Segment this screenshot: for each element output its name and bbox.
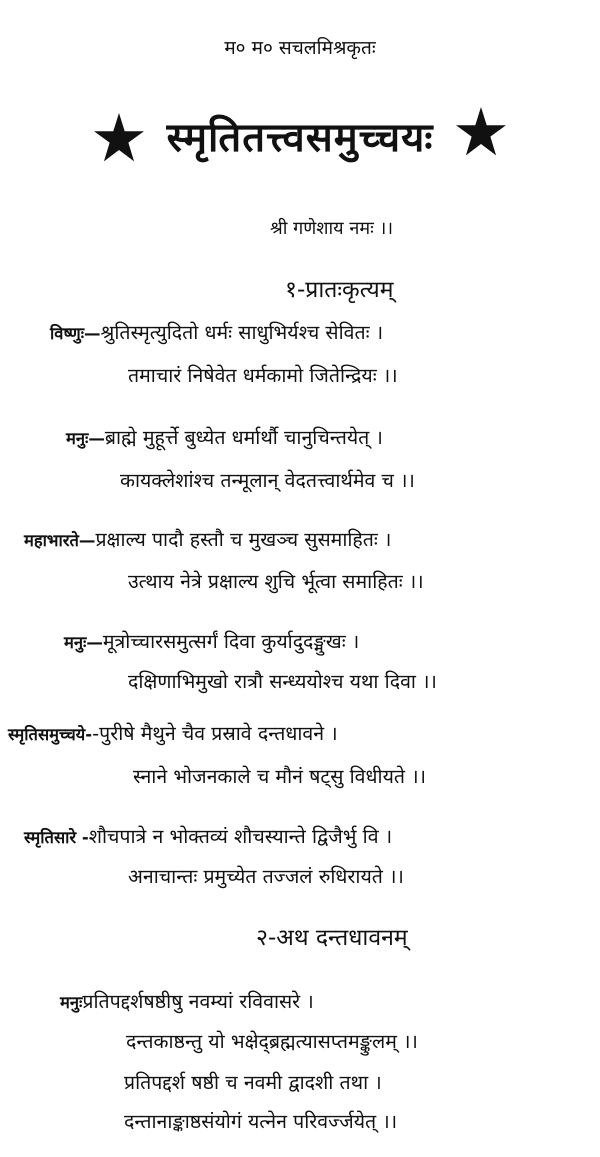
star-left-icon [93, 112, 145, 164]
verse-smritisamuchchaye [8, 719, 338, 746]
verse-line-2: स्नाने भोजनकाले च मौनं षट्सु विधीयते ।। [133, 765, 426, 788]
star-right-icon [455, 106, 507, 158]
section-heading-dantadhavanam: २-अथ दन्तधावनम् [256, 925, 408, 951]
verse-source: मनुः [60, 993, 83, 1012]
section-heading-pratahkrityam: १-प्रातःकृत्यम् [285, 277, 394, 303]
verse-mahabharata [24, 525, 391, 552]
verse-line-1: -पुरीषे मैथुने चैव प्रस्रावे दन्तधावने । [92, 722, 338, 745]
verse-manu-1 [66, 423, 383, 450]
verse-source: मनुः— [64, 633, 103, 652]
verse-line-1: श्रुतिस्मृत्युदितो धर्मः साधुभिर्यश्च सेवितः । [100, 321, 384, 344]
author-line: म० म० सचलमिश्रकृतः [224, 37, 376, 59]
verse-line-1: मूत्रोच्चारसमुत्सर्गं दिवा कुर्यादुदङ्मुखः । [102, 630, 360, 653]
verse-source: महाभारते— [24, 531, 96, 550]
verse-line-2: उत्थाय नेत्रे प्रक्षाल्य शुचि र्भूत्वा समाहितः ।। [128, 570, 424, 593]
title-row [0, 100, 600, 170]
verse-line-2: अनाचान्तः प्रमुच्येत तज्जलं रुधिरायते ।। [128, 865, 404, 888]
verse-line-2: दक्षिणाभिमुखो रात्रौ सन्ध्ययोश्च यथा दिवा ।। [128, 670, 437, 693]
verse-source: विष्णुः— [50, 324, 101, 343]
verse-line-1: ब्राह्मे मुहूर्त्ते बुध्येत धर्मार्थौ चानुचिन्तयेत् । [104, 426, 383, 449]
verse-manu-3 [60, 987, 314, 1014]
verse-vishnu [50, 318, 383, 345]
page-title: स्मृतितत्त्वसमुच्चयः [166, 114, 434, 161]
verse-line-3: प्रतिपद्दर्श षष्ठी च नवमी द्वादशी तथा । [124, 1071, 382, 1094]
verse-line-2: कायक्लेशांश्च तन्मूलान् वेदतत्त्वार्थमेव च ।। [120, 469, 415, 492]
verse-source: स्मृतिसमुच्चये- [8, 725, 93, 744]
verse-line-2: तमाचारं निषेवेत धर्मकामो जितेन्द्रियः ।। [128, 364, 398, 387]
verse-source: स्मृतिसारे - [24, 828, 89, 847]
verse-line-1: प्रतिपद्दर्शषष्ठीषु नवम्यां रविवासरे । [82, 990, 314, 1013]
verse-line-1: शौचपात्रे न भोक्तव्यं शौचस्यान्ते द्विजैर्भु वि । [88, 825, 393, 848]
verse-smritisare [24, 822, 392, 849]
invocation: श्री गणेशाय नमः ।। [270, 218, 394, 239]
verse-manu-2 [64, 627, 359, 654]
verse-source: मनुः— [66, 429, 105, 448]
verse-line-4: दन्तानाङ्काष्ठसंयोगं यत्नेन परिवर्ज्जयेत् ।। [124, 1110, 398, 1133]
verse-line-1: प्रक्षाल्य पादौ हस्तौ च मुखञ्च सुसमाहितः । [95, 528, 392, 551]
verse-line-2: दन्तकाष्ठन्तु यो भक्षेद्ब्रह्मत्यासप्तमङ्कुलम् ।। [126, 1030, 418, 1053]
